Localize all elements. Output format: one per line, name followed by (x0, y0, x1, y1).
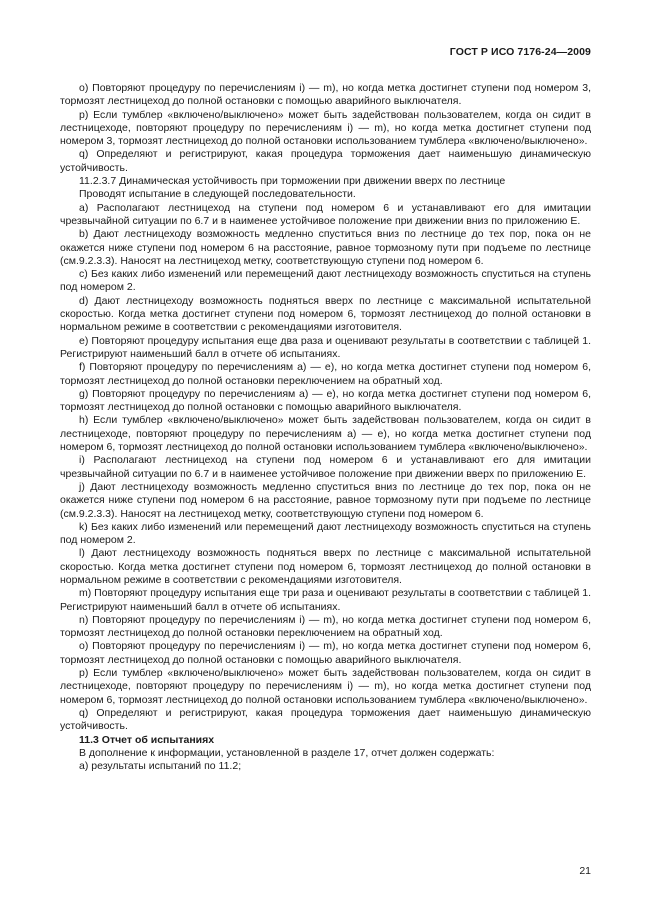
paragraph: n) Повторяют процедуру по перечислениям i) — m), но когда метка достигнет ступени под номером 6, тормозят лестницеход до полной остановки переключением на обратный ход. (60, 613, 591, 640)
paragraph: i) Располагают лестницеход на ступени под номером 6 и устанавливают его для имитации чрезвычайной ситуации по 6.7 и в наименее устойчивое положение при движении вверх по приложению Е. (60, 454, 591, 480)
paragraph: q) Определяют и регистрируют, какая процедура торможения дает наименьшую динамическую устойчивость. (60, 706, 591, 733)
paragraph: k) Без каких либо изменений или перемещений дают лестницеходу возможность спуститься на ступень под номером 2. (60, 520, 591, 547)
paragraph: h) Если тумблер «включено/выключено» может быть задействован пользователем, когда он сидит в лестницеходе, повторяют процедуру по перечислениям a) — e), но когда метка достигнет ступени под номером 6, тормозят лестницеход до полной остановки использованием тумблера «включено/выключено». (60, 414, 591, 454)
paragraph: Проводят испытание в следующей последовательности. (79, 188, 356, 201)
paragraph: d) Дают лестницеходу возможность подняться вверх по лестнице с максимальной испытательной скоростью. Когда метка достигнет ступени под номером 6, тормозят лестницеход до полной остановки в нормальном режиме в соответствии с рекомендациями изготовителя. (60, 294, 591, 334)
document-body (60, 82, 591, 773)
paragraph: q) Определяют и регистрируют, какая процедура торможения дает наименьшую динамическую устойчивость. (60, 148, 591, 174)
paragraph: j) Дают лестницеходу возможность медленно спуститься вниз по лестнице до тех пор, пока он не окажется ниже ступени под номером 6 на расстояние, равное тормозному пути при подъеме по лестнице (см.9.2.3.3). Наносят на лестницеход метку, соответствующую ступени под номером 6. (60, 480, 591, 520)
paragraph: 11.3 Отчет об испытаниях (79, 733, 215, 746)
paragraph: a) Располагают лестницеход на ступени под номером 6 и устанавливают его для имитации чрезвычайной ситуации по 6.7 и в наименее устойчивое положение при движении вниз по приложению Е. (60, 201, 591, 227)
paragraph: b) Дают лестницеходу возможность медленно спуститься вниз по лестнице до тех пор, пока он не окажется ниже ступени под номером 6 на расстояние, равное тормозному пути при подъеме по лестнице (см.9.2.3.3). Наносят на лестницеход метку, соответствующую ступени под номером 6. (60, 228, 591, 267)
paragraph: 11.2.3.7 Динамическая устойчивость при торможении при движении вверх по лестнице (79, 175, 506, 188)
page-number: 21 (579, 865, 591, 877)
standard-number: ГОСТ Р ИСО 7176-24—2009 (449, 46, 591, 58)
paragraph: f) Повторяют процедуру по перечислениям a) — e), но когда метка достигнет ступени под номером 6, тормозят лестницеход до полной остановки переключением на обратный ход. (60, 361, 591, 387)
paragraph: e) Повторяют процедуру испытания еще два раза и оценивают результаты в соответствии с таблицей 1. Регистрируют наименьший балл в отчете об испытаниях. (60, 334, 591, 360)
page-header (60, 46, 591, 58)
paragraph: o) Повторяют процедуру по перечислениям i) — m), но когда метка достигнет ступени под номером 6, тормозят лестницеход до полной остановки с помощью аварийного выключателя. (60, 640, 591, 666)
paragraph: p) Если тумблер «включено/выключено» может быть задействован пользователем, когда он сидит в лестницеходе, повторяют процедуру по перечислениям i) — m), но когда метка достигнет ступени под номером 6, тормозят лестницеход до полной остановки использованием тумблера «включено/выключено». (60, 667, 591, 706)
paragraph: c) Без каких либо изменений или перемещений дают лестницеходу возможность спуститься на ступень под номером 2. (60, 268, 591, 294)
paragraph: g) Повторяют процедуру по перечислениям a) — e), но когда метка достигнет ступени под номером 6, тормозят лестницеход до полной остановки с помощью аварийного выключателя. (60, 387, 591, 414)
paragraph: o) Повторяют процедуру по перечислениям i) — m), но когда метка достигнет ступени под номером 3, тормозят лестницеход до полной остановки с помощью аварийного выключателя. (60, 82, 591, 108)
paragraph: m) Повторяют процедуру испытания еще три раза и оценивают результаты в соответствии с таблицей 1. Регистрируют наименьший балл в отчете об испытаниях. (60, 587, 591, 613)
paragraph: l) Дают лестницеходу возможность подняться вверх по лестнице с максимальной испытательной скоростью. Когда метка достигнет ступени под номером 6, тормозят лестницеход до полной остановки в нормальном режиме в соответствии с рекомендациями изготовителя. (60, 547, 591, 586)
paragraph: В дополнение к информации, установленной в разделе 17, отчет должен содержать: (79, 746, 495, 759)
paragraph: p) Если тумблер «включено/выключено» может быть задействован пользователем, когда он сидит в лестницеходе, повторяют процедуру по перечислениям i) — m), но когда метка достигнет ступени под номером 3, тормозят лестницеход до полной остановки использованием тумблера «включено/выключено». (60, 108, 591, 148)
paragraph: а) результаты испытаний по 11.2; (79, 760, 242, 773)
page-footer (579, 865, 591, 877)
